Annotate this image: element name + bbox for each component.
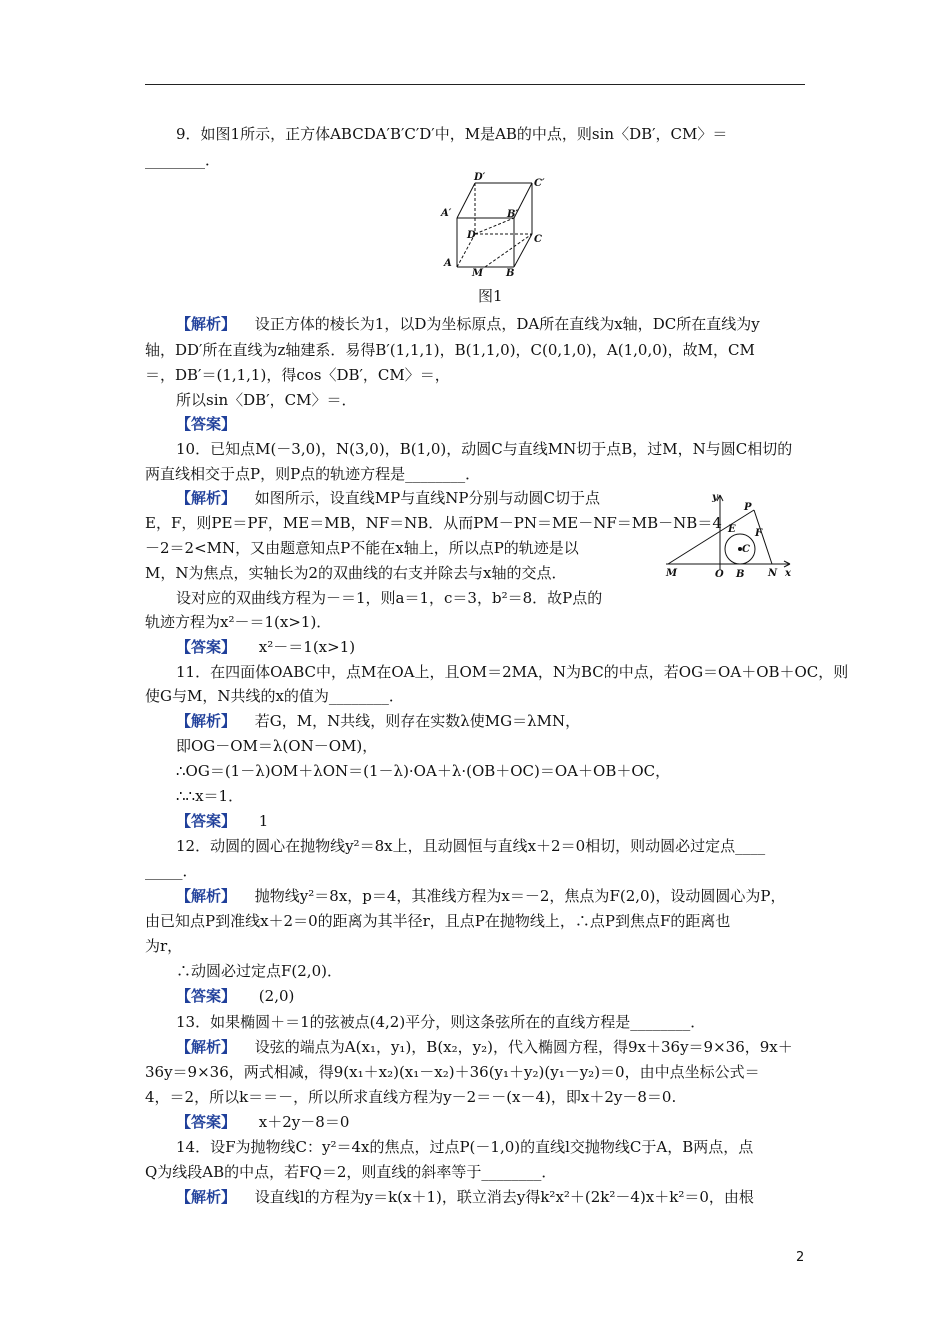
p10-analysis-line-4: M，N为焦点，实轴长为2的双曲线的右支并除去与x轴的交点． [145, 564, 567, 582]
page-number: 2 [796, 1250, 805, 1265]
p9-analysis-line-4: 所以sin〈DB′，CM〉＝． [176, 391, 357, 409]
cube-label-d-prime: D′ [474, 172, 486, 183]
p12-analysis-line-1 [176, 886, 786, 906]
p11-analysis-line-1 [176, 711, 580, 731]
p11-analysis-line-2: 即OG－OM＝λ(ON－OM)， [176, 737, 378, 755]
cube-label-a-prime: A′ [441, 208, 452, 219]
p9-analysis-line-2: 轴，DD′所在直线为z轴建系．易得B′(1,1,1)，B(1,1,0)，C(0,1,0)，A(1,0,0)，故M，CM [145, 341, 755, 359]
figure-2-tangent-diagram [660, 486, 800, 580]
p14-analysis-text-1: 设直线l的方程为y＝k(x＋1)，联立消去y得k²x²＋(2k²－4)x＋k²＝0，由根 [254, 1188, 754, 1206]
p13-analysis-line-1 [176, 1037, 793, 1057]
p11-answer-text: 1 [258, 812, 269, 830]
p12-analysis-line-2: 由已知点P到准线x＋2＝0的距离为其半径r，且点P在抛物线上，∴点P到焦点F的距离也 [145, 912, 731, 930]
p13-answer-line [176, 1112, 349, 1132]
p14-analysis-line-1 [176, 1187, 754, 1207]
problem-13-line-1: 13．如果椭圆＋＝1的弦被点(4,2)平分，则这条弦所在的直线方程是________． [176, 1013, 706, 1031]
p10-analysis-line-1 [176, 488, 600, 508]
p11-analysis-line-3: ∴OG＝(1－λ)OM＋λON＝(1－λ)·OA＋λ·(OB＋OC)＝OA＋OB＋OC， [176, 762, 671, 780]
p11-analysis-line-4: ∴∴x＝1． [176, 787, 244, 805]
problem-11-line-2: 使G与M，N共线的x的值为________． [145, 687, 404, 705]
p10-analysis-line-5: 设对应的双曲线方程为－＝1，则a＝1，c＝3，b²＝8．故P点的 [176, 589, 603, 607]
answer-tag: 【答案】 [176, 1113, 237, 1131]
problem-14-line-2: Q为线段AB的中点，若FQ＝2，则直线的斜率等于________． [145, 1163, 557, 1181]
analysis-tag: 【解析】 [176, 712, 237, 730]
answer-tag: 【答案】 [176, 415, 237, 433]
problem-10-line-2: 两直线相交于点P，则P点的轨迹方程是________． [145, 465, 481, 483]
problem-12-line-2: _____． [145, 862, 198, 880]
problem-12-line-1: 12．动圆的圆心在抛物线y²＝8x上，且动圆恒与直线x＋2＝0相切，则动圆必过定点____ [176, 837, 766, 855]
p13-analysis-text-1: 设弦的端点为A(x₁，y₁)，B(x₂，y₂)，代入椭圆方程，得9x＋36y＝9×36，9x＋ [254, 1038, 793, 1056]
cube-label-b-prime: B′ [507, 209, 519, 220]
figure-1-cube [430, 170, 550, 280]
cube-label-m: M [472, 268, 484, 279]
p12-analysis-line-3: 为r， [145, 937, 183, 955]
p9-analysis-text-1: 设正方体的棱长为1，以D为坐标原点，DA所在直线为x轴，DC所在直线为y [254, 315, 760, 333]
answer-tag: 【答案】 [176, 987, 237, 1005]
p9-answer-line [176, 414, 236, 434]
fig2-label-c: C [742, 544, 750, 555]
p10-answer-line [176, 637, 355, 657]
analysis-tag: 【解析】 [176, 315, 237, 333]
analysis-tag: 【解析】 [176, 887, 237, 905]
cube-label-a: A [444, 258, 452, 269]
fig2-label-p: P [744, 502, 752, 513]
fig2-label-n: N [768, 568, 778, 579]
p10-analysis-text-1: 如图所示，设直线MP与直线NP分别与动圆C切于点 [254, 489, 600, 507]
cube-label-c-prime: C′ [534, 178, 545, 189]
cube-label-d: D [467, 230, 476, 241]
cube-label-c: C [534, 234, 542, 245]
p13-analysis-line-2: 36y＝9×36，两式相减，得9(x₁＋x₂)(x₁－x₂)＋36(y₁＋y₂)(y₁－y₂)＝0，由中点坐标公式＝ [145, 1063, 760, 1081]
p10-analysis-line-6: 轨迹方程为x²－＝1(x>1)． [145, 613, 332, 631]
answer-tag: 【答案】 [176, 812, 237, 830]
p10-analysis-line-2: E，F，则PE＝PF，ME＝MB，NF＝NB．从而PM－PN＝ME－NF＝MB－NB＝4 [145, 514, 722, 532]
p10-analysis-line-3: －2＝2<MN，又由题意知点P不能在x轴上，所以点P的轨迹是以 [145, 539, 579, 557]
fig2-label-e: E [728, 524, 736, 535]
cube-label-b: B [506, 268, 515, 279]
problem-9-line-2: ________． [145, 151, 221, 169]
p9-analysis-line-1 [176, 314, 760, 334]
answer-tag: 【答案】 [176, 638, 237, 656]
p11-answer-line [176, 811, 268, 831]
analysis-tag: 【解析】 [176, 1188, 237, 1206]
problem-11-line-1: 11．在四面体OABC中，点M在OA上，且OM＝2MA，N为BC的中点，若OG＝OA＋OB＋OC，则 [176, 663, 849, 681]
fig2-label-m: M [666, 568, 678, 579]
fig2-label-b: B [736, 569, 745, 580]
header-rule [145, 84, 805, 85]
problem-14-line-1: 14．设F为抛物线C：y²＝4x的焦点，过点P(－1,0)的直线l交抛物线C于A，B两点，点 [176, 1138, 754, 1156]
fig2-label-y: y [712, 492, 718, 503]
p12-analysis-line-4: ∴动圆必过定点F(2,0)． [176, 962, 342, 980]
p9-analysis-line-3: ＝，DB′＝(1,1,1)，得cos〈DB′，CM〉＝， [145, 366, 450, 384]
analysis-tag: 【解析】 [176, 489, 237, 507]
problem-9-line-1: 9．如图1所示，正方体ABCDA′B′C′D′中，M是AB的中点，则sin〈DB′，CM〉＝ [176, 125, 728, 143]
fig2-label-o: O [715, 569, 724, 580]
problem-10-line-1: 10．已知点M(－3,0)，N(3,0)，B(1,0)，动圆C与直线MN切于点B，过M，N与圆C相切的 [176, 440, 793, 458]
analysis-tag: 【解析】 [176, 1038, 237, 1056]
p10-answer-text: x²－＝1(x>1) [258, 638, 356, 656]
p13-answer-text: x＋2y－8＝0 [258, 1113, 350, 1131]
p12-answer-line [176, 986, 294, 1006]
fig2-label-x: x [785, 568, 791, 579]
p13-analysis-line-3: 4，＝2，所以k＝＝－，所以所求直线方程为y－2＝－(x－4)，即x＋2y－8＝0. [145, 1088, 677, 1106]
p12-analysis-text-1: 抛物线y²＝8x，p＝4，其准线方程为x＝－2，焦点为F(2,0)，设动圆圆心为P， [254, 887, 786, 905]
figure-1-caption: 图1 [478, 287, 503, 305]
p11-analysis-text-1: 若G，M，N共线，则存在实数λ使MG＝λMN， [254, 712, 581, 730]
fig2-label-f: F [755, 528, 763, 539]
p12-answer-text: (2,0) [258, 987, 295, 1005]
